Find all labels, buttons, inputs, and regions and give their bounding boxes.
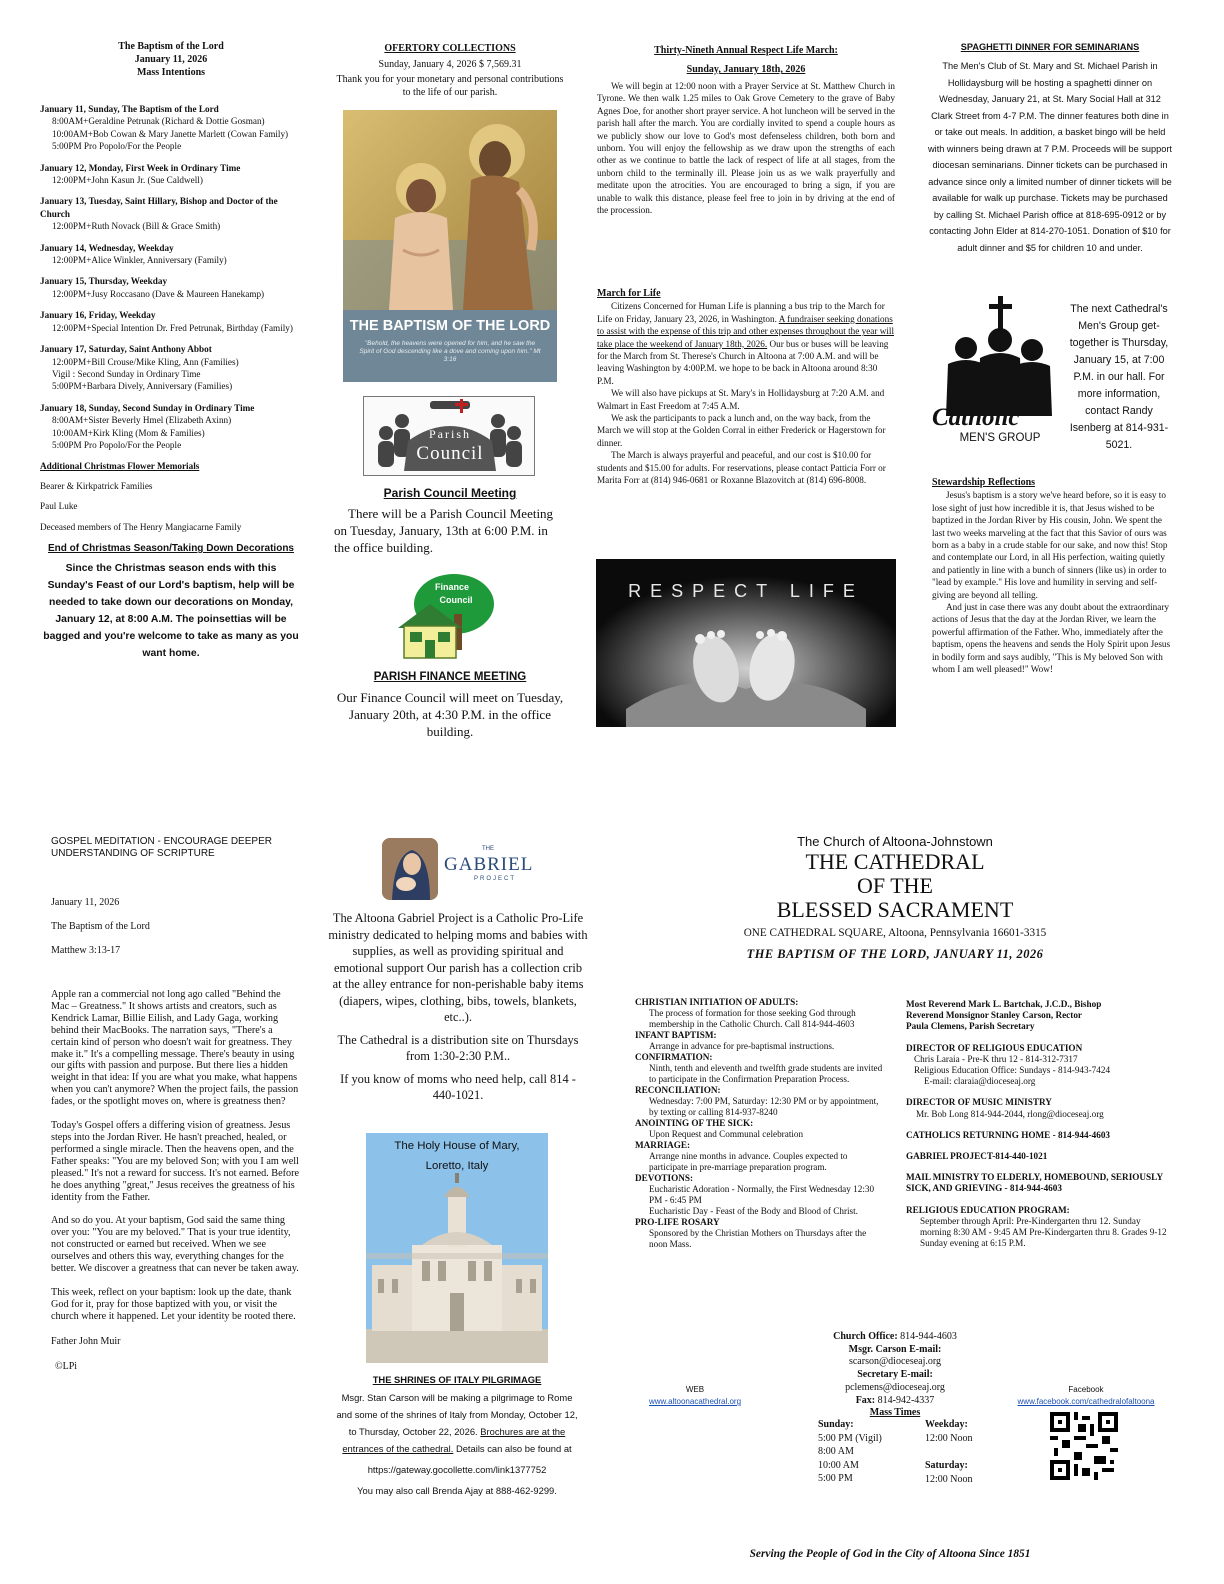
returning-home: CATHOLICS RETURNING HOME - 814-944-4603 — [906, 1129, 1111, 1140]
gospel-author: Father John Muir — [51, 1335, 121, 1347]
mass-intention-entry — [40, 103, 302, 153]
march-for-life-title: March for Life — [597, 288, 661, 299]
web-block — [620, 1384, 770, 1408]
qr-code[interactable] — [1050, 1412, 1118, 1480]
office-label: Church Office: — [833, 1331, 898, 1342]
facebook-link[interactable]: www.facebook.com/cathedralofaltoona — [1017, 1397, 1155, 1406]
mass-intention-line: Vigil : Second Sunday in Ordinary Time — [52, 368, 201, 379]
respect-march-date: Sunday, January 18th, 2026 — [686, 64, 806, 75]
weekday-label: Weekday: — [925, 1419, 968, 1430]
sacrament-label: MARRIAGE: — [635, 1140, 691, 1150]
parish-council-title: Parish Council Meeting — [383, 486, 517, 500]
respect-life-text: RESPECT LIFE — [628, 581, 864, 601]
sacrament-label: CONFIRMATION: — [635, 1052, 713, 1062]
sacrament-label: RECONCILIATION: — [635, 1085, 721, 1095]
parish-council-logo — [363, 396, 535, 476]
parish-council-logo-bottom: Council — [416, 443, 484, 464]
mass-date: January 11, 2026 — [134, 54, 208, 65]
baptism-image-caption: THE BAPTISM OF THE LORD — [349, 318, 551, 334]
gabriel-p2: The Cathedral is a distribution site on Thursdays from 1:30-2:30 P.M.. — [337, 1032, 579, 1063]
music-title: DIRECTOR OF MUSIC MINISTRY — [906, 1097, 1052, 1108]
carson-email-label: Msgr. Carson E-mail: — [848, 1343, 942, 1355]
mass-intention-line: 12:00PM+Special Intention Dr. Fred Petrunak, Birthday (Family) — [52, 322, 293, 333]
sacraments-list — [635, 997, 885, 1250]
mass-intention-entry — [40, 242, 302, 267]
sunday-mass-time: 8:00 AM — [818, 1446, 854, 1458]
march-for-life-p4: The March is always prayerful and peaceful, and our cost is $10.00 for students and $15.00 for adults. For reservations, please contact Patticia Forr or Marita Forr at (814) 946-0681 or Roxanne Blazovitch at (814) 696-8008. — [597, 450, 886, 486]
spaghetti-section — [928, 42, 1172, 256]
sacrament-label: PRO-LIFE ROSARY — [635, 1217, 720, 1227]
facebook-block — [998, 1384, 1174, 1408]
march-p1-underline: A fundraiser seeking donations to assist with the expense of this trip and other expenses throughout the year will take place the weekend of January 18th, 2026. — [597, 313, 895, 349]
italy-text2: Details can also be found at — [453, 1443, 572, 1454]
dre-line1: Chris Laraia - Pre-K thru 12 - 814-312-7317 — [914, 1053, 1078, 1064]
gabriel-logo-small: THE — [482, 846, 494, 852]
march-for-life-p2: We will also have pickups at St. Mary's in Hollidaysburg at 7:20 A.M. and Walmart in East Freedom at 7:45 A.M. — [597, 388, 885, 411]
gabriel-logo-sub: PROJECT — [474, 876, 517, 882]
mass-intention-line: 12:00PM+John Kasun Jr. (Sue Caldwell) — [52, 175, 203, 186]
fax-number: 814-942-4337 — [875, 1394, 935, 1406]
sacrament-text: Wednesday: 7:00 PM, Saturday: 12:30 PM or by appointment, by texting or calling 814-937-8240 — [649, 1096, 879, 1117]
mass-intention-entry — [40, 309, 302, 334]
sunday-times — [818, 1418, 918, 1486]
mens-group-logo — [928, 292, 1062, 448]
mass-intention-entry — [40, 275, 302, 300]
offertory-line: Sunday, January 4, 2026 $ 7,569.31 — [378, 59, 522, 70]
fax-line — [800, 1395, 990, 1408]
italy-text: Msgr. Stan Carson will be making a pilgrimage to Rome and some of the shrines of Italy from Monday, October 12, to Thursday, October 22, 2026. — [336, 1392, 578, 1437]
mass-intention-line: 10:00AM+Bob Cowan & Mary Janette Marlett (Cowan Family) — [52, 128, 289, 139]
mass-times-title: Mass Times — [869, 1407, 921, 1419]
respect-life-image — [596, 559, 896, 727]
madonna-illustration — [382, 838, 438, 900]
masthead-line1: THE CATHEDRAL — [805, 849, 985, 874]
mass-intention-day: January 12, Monday, First Week in Ordinary Time — [40, 162, 241, 173]
mail-ministry: MAIL MINISTRY TO ELDERLY, HOMEBOUND, SERIOUSLY SICK, AND GRIEVING - 814-944-4603 — [906, 1172, 1163, 1194]
march-for-life-p1 — [597, 300, 895, 387]
gospel-title: GOSPEL MEDITATION - ENCOURAGE DEEPER UNDERSTANDING OF SCRIPTURE — [51, 836, 272, 859]
march-p1-b: Our bus or buses will be leaving for the March from St. Therese's Church in Altoona at 7:00 A.M. and will be leaving Washington by 4:00P.M. we hope to be back in Altoona around 8:30 P.M. — [597, 338, 889, 386]
mass-subtitle: Mass Intentions — [136, 67, 206, 78]
mass-intention-line: 12:00PM+Alice Winkler, Anniversary (Family) — [52, 255, 227, 266]
web-label: WEB — [685, 1385, 705, 1394]
finance-text: Our Finance Council will meet on Tuesday, January 20th, at 4:30 P.M. in the office building. — [336, 690, 564, 739]
web-link[interactable]: www.altoonacathedral.org — [648, 1397, 742, 1406]
footer-motto: Serving the People of God in the City of Altoona Since 1851 — [749, 1548, 1031, 1560]
respect-march-section — [597, 44, 895, 216]
sunday-mass-time: 5:00 PM — [818, 1473, 853, 1485]
gospel-section — [51, 836, 301, 1373]
sacrament-label: DEVOTIONS: — [635, 1173, 694, 1183]
sacrament-text: Arrange in advance for pre-baptismal instructions. — [649, 1041, 835, 1051]
gospel-p1: Apple ran a commercial not long ago called "Behind the Mac – Greatness." It shows artists and creators, such as Kendrick Lamar, Billie Eilish, and Lady Gaga, working behind their MacBooks. The narration says, "There's a certain kind of person who doesn't wait for greatness. They make it." It's a compelling message. There's beauty in using our gifts with passion and purpose. But there lies a hidden weight in that idea: If you are what you make, what happens when you can't anymore? When the project fails, the passion fades, or the spotlight moves on, where is greatness then? — [51, 989, 299, 1108]
mass-intention-entry — [40, 162, 302, 187]
baptism-of-the-lord-image — [343, 110, 557, 382]
march-for-life-section — [597, 288, 895, 487]
mass-intention-line: 5:00PM Pro Popolo/For the People — [52, 439, 182, 450]
office-line — [800, 1331, 990, 1344]
offertory-section — [334, 42, 566, 99]
flowers-title: Additional Christmas Flower Memorials — [40, 461, 200, 472]
clergy-bishop: Most Reverend Mark L. Bartchak, J.C.D., Bishop — [906, 999, 1102, 1009]
mass-intention-line: 12:00PM+Jusy Roccasano (Dave & Maureen Hanekamp) — [52, 288, 265, 299]
gospel-p3: And so do you. At your baptism, God said the same thing over you: "You are my beloved." That is your true identity, not constructed or earned but received. When we see ourselves and others this way, everything changes for the better. We discover a greatness that can never be taken away. — [51, 1215, 299, 1275]
mass-intention-day: January 13, Tuesday, Saint Hillary, Bishop and Doctor of the Church — [40, 196, 278, 219]
fax-label: Fax: — [855, 1394, 876, 1406]
gabriel-section — [328, 910, 588, 1104]
respect-march-text: We will begin at 12:00 noon with a Prayer Service at St. Matthew Church in Tyrone. We then walk 1.25 miles to Oak Grove Cemetery to the grave of Baby Agnes Doe, for another short prayer service. A hot luncheon will be served in the parish hall after the march. You are cordially invited to spend a couple hours as we publicly show our love to God's most defenseless children, both born and unborn. You will enjoy the fellowship as we draw upon the strengths of each other as we continue to battle the lack of respect of life at all stages, from the unborn child to the terminally ill. Please join us as we walk prayerfully and meditate upon the atrocities. You are encouraged to bring a sign, if you are unable to walk this distance, please feel free to join in by driving at the end of the procession. — [597, 81, 895, 216]
facebook-label: Facebook — [1068, 1385, 1104, 1394]
music-line1: Mr. Bob Long 814-944-2044, rlong@dioceseaj.org — [916, 1108, 1104, 1119]
finance-logo-line1: Finance — [434, 582, 469, 592]
parish-council-section — [334, 486, 566, 556]
spaghetti-title: SPAGHETTI DINNER FOR SEMINARIANS — [960, 42, 1140, 52]
mass-intention-line: 5:00PM+Barbara Dively, Anniversary (Families) — [52, 381, 233, 392]
re-program-text: September through April: Pre-Kindergarten thru 12. Sunday morning 8:30 AM - 9:45 AM Pre-Kindergarten thru 8. Grades 9-12 Sunday evening at 6:15 P.M. — [920, 1215, 1167, 1249]
finance-section — [334, 670, 566, 740]
italy-section — [334, 1374, 580, 1499]
gospel-copyright: ©LPi — [55, 1360, 78, 1372]
sacrament-text: Eucharistic Day - Feast of the Body and Blood of Christ. — [649, 1206, 858, 1216]
directory-section — [906, 999, 1172, 1249]
office-phone: 814-944-4603 — [897, 1331, 957, 1342]
masthead-line2: OF THE — [857, 873, 933, 898]
offertory-title: OFERTORY COLLECTIONS — [384, 43, 516, 54]
italy-url[interactable]: https://gateway.gocollette.com/link1377752 — [367, 1464, 547, 1475]
italy-call: You may also call Brenda Ajay at 888-462-9299. — [357, 1485, 557, 1496]
masthead-occasion: THE BAPTISM OF THE LORD, JANUARY 11, 2026 — [746, 947, 1044, 961]
respect-march-title: Thirty-Nineth Annual Respect Life March: — [654, 45, 838, 56]
carson-email[interactable]: scarson@dioceseaj.org — [848, 1356, 942, 1368]
mass-intention-day: January 15, Thursday, Weekday — [40, 276, 168, 287]
dre-title: DIRECTOR OF RELIGIOUS EDUCATION — [906, 1042, 1083, 1053]
qr-code-icon — [1050, 1412, 1118, 1480]
sacrament-label: CHRISTIAN INITIATION OF ADULTS: — [635, 997, 799, 1007]
mass-intention-day: January 11, Sunday, The Baptism of the Lord — [40, 104, 219, 114]
masthead — [690, 834, 1100, 962]
march-p1-a: Citizens Concerned for Human Life is planning a bus trip to the March for Life on Friday, January 23, 2026, in Washington. — [597, 301, 885, 324]
stewardship-p1: Jesus's baptism is a story we've heard before, so it is easy to lose sight of just how incredible it is, that Jesus wished to be baptized in the Jordan River by His cousin, John. We spent the last two weeks marveling at the fact that this Savior of ours was born as a baby in a crude stable for our sake, and now this! Stop and contemplate our Lord, in all His perfection, waiting quietly and patiently in line with a bunch of sinners (like us) in order to "lead by example." His love and humility in serving and self-giving are beyond all telling. — [932, 490, 1168, 600]
offertory-thanks: Thank you for your monetary and personal contributions to the life of our parish. — [336, 74, 564, 98]
mass-intention-entry — [40, 402, 302, 452]
gospel-reading: Matthew 3:13-17 — [51, 945, 121, 956]
stewardship-title: Stewardship Reflections — [932, 477, 1036, 488]
sacrament-text: Upon Request and Communal celebration — [649, 1129, 804, 1139]
saturday-time: 12:00 Noon — [925, 1473, 973, 1485]
finance-logo-line2: Council — [439, 595, 473, 605]
clergy-rector: Reverend Monsignor Stanley Carson, Rector — [906, 1010, 1082, 1021]
madonna-icon — [382, 838, 438, 900]
mens-group-text: The next Cathedral's Men's Group get-together is Thursday, January 15, at 7:00 P.M. in our hall. For more information, contact Randy Isenberg at 814-931-5021. — [1069, 303, 1169, 451]
gospel-feast: The Baptism of the Lord — [51, 921, 150, 932]
mass-intention-day: January 17, Saturday, Saint Anthony Abbot — [40, 344, 212, 355]
sunday-times-list — [818, 1432, 918, 1486]
gabriel-logo — [382, 838, 542, 902]
stewardship-section — [932, 477, 1172, 676]
gospel-date: January 11, 2026 — [51, 897, 120, 908]
flower-memorial: Paul Luke — [40, 501, 78, 512]
flower-memorial: Deceased members of The Henry Mangiacarne Family — [40, 521, 242, 532]
weekday-times — [925, 1418, 1005, 1486]
decor-text: Since the Christmas season ends with this Sunday's Feast of our Lord's baptism, help will be needed to take down our decorations on Monday, January 12, at 8:00 A.M. The poinsettias will be bagged and you're welcome to take as many as you want home. — [43, 562, 299, 659]
baptism-image-quote: "Behold, the heavens were opened for him, and he saw the Spirit of God descending like a dove and coming upon him." Mt 3:16 — [359, 340, 541, 364]
mass-intention-line: 12:00PM+Ruth Novack (Bill & Grace Smith) — [52, 221, 221, 232]
sacrament-text: Sponsored by the Christian Mothers on Thursdays after the noon Mass. — [649, 1228, 867, 1249]
mass-intention-line: 10:00AM+Kirk Kling (Mom & Families) — [52, 427, 205, 438]
masthead-church: The Church of Altoona-Johnstown — [797, 834, 993, 849]
gabriel-project-phone: GABRIEL PROJECT-814-440-1021 — [906, 1151, 1048, 1162]
mass-intention-entry — [40, 343, 302, 393]
mass-intention-line: 12:00PM+Bill Crouse/Mike Kling, Ann (Families) — [52, 356, 239, 367]
finance-council-logo — [394, 568, 498, 662]
mass-intention-line: 5:00PM Pro Popolo/For the People — [52, 141, 182, 152]
sacrament-text: Ninth, tenth and eleventh and twelfth grade students are invited to participate in the Confirmation Preparation Process. — [649, 1063, 883, 1084]
finance-title: PARISH FINANCE MEETING — [373, 671, 527, 683]
weekday-time: 12:00 Noon — [925, 1432, 973, 1444]
masthead-address: ONE CATHEDRAL SQUARE, Altoona, Pennsylvania 16601-3315 — [743, 927, 1047, 939]
sacrament-text: The process of formation for those seeking God through membership in the Catholic Church. Call 814-944-4603 — [649, 1008, 856, 1029]
sacrament-label: ANOINTING OF THE SICK: — [635, 1118, 754, 1128]
mass-intention-line: 8:00AM+Sister Beverly Hmel (Elizabeth Axinn) — [52, 415, 232, 426]
mass-intention-line: 8:00AM+Geraldine Petrunak (Richard & Dottie Gosman) — [52, 116, 265, 127]
parish-council-text: There will be a Parish Council Meeting on Tuesday, January, 13th at 6:00 P.M. in the office building. — [334, 506, 554, 555]
sacrament-text: Eucharistic Adoration - Normally, the First Wednesday 12:30 PM - 6:45 PM — [649, 1184, 875, 1205]
gospel-p4: This week, reflect on your baptism: look up the date, thank God for it, pray for those baptized with you, or visit the church where it happened. Let your identity be rooted there. — [51, 1286, 296, 1322]
secretary-email[interactable]: pclemens@dioceseaj.org — [845, 1381, 945, 1393]
contact-section — [800, 1331, 990, 1420]
parish-council-logo-top: Parish — [429, 427, 471, 441]
mass-intention-list — [40, 103, 302, 451]
sacrament-text: Arrange nine months in advance. Couples expected to participate in pre-marriage preparation program. — [649, 1151, 848, 1172]
saturday-label: Saturday: — [925, 1460, 968, 1472]
gabriel-p3: If you know of moms who need help, call 814 - 440-1021. — [340, 1071, 576, 1102]
mens-logo-line2: MEN'S GROUP — [959, 432, 1041, 444]
mass-intentions-section — [40, 40, 302, 662]
mass-intention-day: January 16, Friday, Weekday — [40, 310, 156, 321]
mass-intention-entry — [40, 195, 302, 232]
mass-title: The Baptism of the Lord — [118, 41, 224, 52]
sacrament-label: INFANT BAPTISM: — [635, 1030, 717, 1040]
loreto-caption: The Holy House of Mary, Loretto, Italy — [394, 1140, 520, 1172]
dre-line3: E-mail: claraia@dioceseaj.org — [924, 1076, 1036, 1087]
italy-title: THE SHRINES OF ITALY PILGRIMAGE — [372, 1374, 542, 1385]
mens-logo-line1: Catholic — [932, 404, 1020, 431]
dre-line2: Religious Education Office: Sundays - 814-943-7424 — [914, 1065, 1111, 1076]
spaghetti-text: The Men's Club of St. Mary and St. Michael Parish in Hollidaysburg will be hosting a spaghetti dinner on Wednesday, January 21, at St. Mary Social Hall at 312 Clark Street from 4-7 P.M. The dinner features both dine in or take out meals. In addition, a basket bingo will be held with winners being drawn at 7 P.M. Proceeds will be support diocesan seminarians. Dinner tickets can be purchased in advance since only a limited number of dinner tickets will be available for walk up purchase. Tickets may be purchased by calling St. Michael Parish office at 818-695-0912 or by contacting John Elder at 814-270-1051. Donation of $10 for adult dinner and $5 for children 10 and under. — [928, 61, 1172, 253]
mass-intention-day: January 14, Wednesday, Weekday — [40, 242, 174, 253]
sunday-mass-time: 10:00 AM — [818, 1459, 859, 1471]
secretary-email-label: Secretary E-mail: — [857, 1369, 933, 1381]
italy-brochures: Brochures are at the entrances of the cathedral. — [342, 1426, 566, 1454]
gabriel-p1: The Altoona Gabriel Project is a Catholic Pro-Life ministry dedicated to helping moms and babies with supplies, as well as providing spiritual and emotional support Our parish has a collection crib at the alley entrance for non-perishable baby items (diapers, wipes, clothing, bibs, towels, blankets, etc..). — [328, 911, 588, 1024]
flower-memorial: Bearer & Kirkpatrick Families — [40, 480, 153, 491]
mass-intention-day: January 18, Sunday, Second Sunday in Ordinary Time — [40, 402, 255, 413]
stewardship-p2: And just in case there was any doubt about the extraordinary actions of Jesus that the day at the Jordan River, we learn the powerful affirmation of the Father. Who, immediately after the baptism, opens the heavens and sends the Holy Spirit upon Jesus in bodily form and says audibly, "This is My beloved Son with whom I am well pleased!" Wow! — [932, 602, 1171, 675]
masthead-line3: BLESSED SACRAMENT — [776, 897, 1014, 922]
march-for-life-p3: We ask the participants to pack a lunch and, on the way back, from the March we will stop at the Golden Corral in either Frederick or Hagerstown for dinner. — [597, 413, 886, 448]
sunday-label: Sunday: — [818, 1419, 854, 1430]
clergy-secretary: Paula Clemens, Parish Secretary — [906, 1021, 1035, 1032]
gabriel-logo-name: GABRIEL — [444, 854, 534, 875]
re-program-title: RELIGIOUS EDUCATION PROGRAM: — [906, 1204, 1070, 1215]
sunday-mass-time: 5:00 PM (Vigil) — [818, 1432, 882, 1444]
decor-title: End of Christmas Season/Taking Down Decorations — [48, 542, 294, 554]
flowers-list — [40, 480, 302, 533]
gospel-p2: Today's Gospel offers a differing vision of greatness. Jesus steps into the Jordan River. He hasn't preached, healed, or performed a single miracle. Then the heavens open, and the Father speaks: "You are my beloved Son; with you I am well pleased." It's not a reward for success. It's not earned. Before he does anything "great," Jesus receives the greatness of his identity from the Father. — [51, 1120, 299, 1203]
italy-text-block — [334, 1389, 580, 1457]
loreto-image — [366, 1133, 548, 1363]
